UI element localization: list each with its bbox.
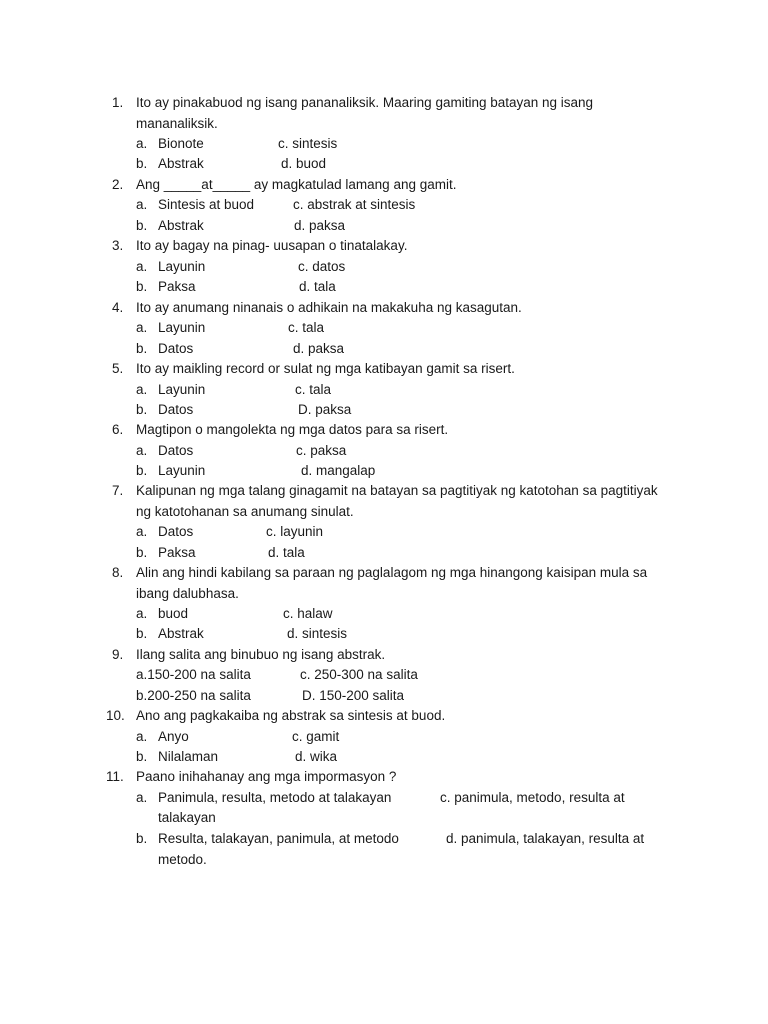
choice-d-cont: metodo. [158, 852, 207, 867]
choice-d: d. mangalap [301, 463, 376, 478]
choice-c: c. sintesis [278, 136, 338, 151]
choice-b: b.200-250 na salita [136, 688, 251, 703]
question-number: 9. [112, 647, 124, 662]
choice-a: Layunin [158, 259, 206, 274]
choice-c: c. tala [295, 382, 332, 397]
question-text: Kalipunan ng mga talang ginagamit na batayan sa pagtitiyak ng katotohan sa pagtitiyak [136, 483, 658, 498]
choice-a-letter: a. [136, 443, 148, 458]
choice-a-letter: a. [136, 790, 148, 805]
choice-b: Paksa [158, 545, 196, 560]
question-text-cont: ng katotohanan sa anumang sinulat. [136, 504, 354, 519]
choice-a-letter: a. [136, 606, 148, 621]
choice-a: Bionote [158, 136, 204, 151]
choice-c: c. gamit [292, 729, 340, 744]
question-text: Ano ang pagkakaiba ng abstrak sa sintesis at buod. [136, 708, 446, 723]
choice-d: d. paksa [293, 341, 345, 356]
choice-d: D. 150-200 salita [302, 688, 405, 703]
choice-a: Layunin [158, 320, 206, 335]
choice-b-letter: b. [136, 402, 148, 417]
choice-d: d. wika [295, 749, 338, 764]
question-number: 1. [112, 95, 124, 110]
choice-a-letter: a. [136, 136, 148, 151]
question-number: 2. [112, 177, 124, 192]
choice-c: c. halaw [283, 606, 333, 621]
question-number: 5. [112, 361, 124, 376]
choice-c: c. abstrak at sintesis [293, 197, 416, 212]
choice-b-letter: b. [136, 749, 148, 764]
choice-b: Resulta, talakayan, panimula, at metodo [158, 831, 399, 846]
question-text: Alin ang hindi kabilang sa paraan ng paglalagom ng mga hinangong kaisipan mula sa [136, 565, 648, 580]
choice-b-letter: b. [136, 279, 148, 294]
choice-a: Panimula, resulta, metodo at talakayan [158, 790, 392, 805]
choice-c: c. panimula, metodo, resulta at [440, 790, 625, 805]
choice-a-letter: a. [136, 259, 148, 274]
choice-a-letter: a. [136, 729, 148, 744]
choice-b: Layunin [158, 463, 206, 478]
question-text-cont: mananaliksik. [136, 116, 218, 131]
choice-d: d. tala [299, 279, 336, 294]
choice-a-letter: a. [136, 320, 148, 335]
choice-a: Layunin [158, 382, 206, 397]
choice-d: d. tala [268, 545, 305, 560]
question-text: Ang _____at_____ ay magkatulad lamang ang gamit. [136, 177, 457, 192]
choice-b: Datos [158, 341, 194, 356]
question-number: 4. [112, 300, 124, 315]
question-text: Ito ay bagay na pinag- uusapan o tinatalakay. [136, 238, 408, 253]
choice-a-letter: a. [136, 382, 148, 397]
question-text: Magtipon o mangolekta ng mga datos para sa risert. [136, 422, 449, 437]
choice-b: Datos [158, 402, 194, 417]
choice-a: Sintesis at buod [158, 197, 255, 212]
choice-c: c. layunin [266, 524, 324, 539]
choice-d: d. paksa [294, 218, 346, 233]
question-text: Paano inihahanay ang mga impormasyon ? [136, 769, 397, 784]
choice-b: Nilalaman [158, 749, 219, 764]
question-text-cont: ibang dalubhasa. [136, 586, 239, 601]
question-number: 6. [112, 422, 124, 437]
choice-b: Abstrak [158, 156, 204, 171]
choice-c: c. 250-300 na salita [300, 667, 418, 682]
choice-a: a.150-200 na salita [136, 667, 251, 682]
choice-c-cont: talakayan [158, 810, 216, 825]
choice-a: Anyo [158, 729, 189, 744]
choice-b-letter: b. [136, 463, 148, 478]
choice-b-letter: b. [136, 156, 148, 171]
choice-a: Datos [158, 524, 194, 539]
choice-b: Abstrak [158, 626, 204, 641]
choice-a-letter: a. [136, 524, 148, 539]
choice-c: c. tala [288, 320, 325, 335]
choice-d: d. buod [281, 156, 327, 171]
question-text: Ilang salita ang binubuo ng isang abstrak. [136, 647, 386, 662]
choice-b-letter: b. [136, 545, 148, 560]
choice-d: d. panimula, talakayan, resulta at [446, 831, 645, 846]
choice-b-letter: b. [136, 831, 148, 846]
choice-d: D. paksa [298, 402, 352, 417]
question-text: Ito ay maikling record or sulat ng mga katibayan gamit sa risert. [136, 361, 515, 376]
choice-b-letter: b. [136, 341, 148, 356]
question-number: 11. [106, 769, 124, 784]
question-text: Ito ay anumang ninanais o adhikain na makakuha ng kasagutan. [136, 300, 522, 315]
choice-a: buod [158, 606, 189, 621]
choice-b: Abstrak [158, 218, 204, 233]
question-text: Ito ay pinakabuod ng isang pananaliksik. Maaring gamiting batayan ng isang [136, 95, 594, 110]
choice-c: c. datos [298, 259, 346, 274]
question-number: 7. [112, 483, 124, 498]
choice-b: Paksa [158, 279, 196, 294]
question-number: 8. [112, 565, 124, 580]
choice-c: c. paksa [296, 443, 347, 458]
choice-b-letter: b. [136, 218, 148, 233]
choice-d: d. sintesis [287, 626, 348, 641]
question-number: 10. [106, 708, 125, 723]
choice-b-letter: b. [136, 626, 148, 641]
choice-a: Datos [158, 443, 194, 458]
question-number: 3. [112, 238, 124, 253]
choice-a-letter: a. [136, 197, 148, 212]
